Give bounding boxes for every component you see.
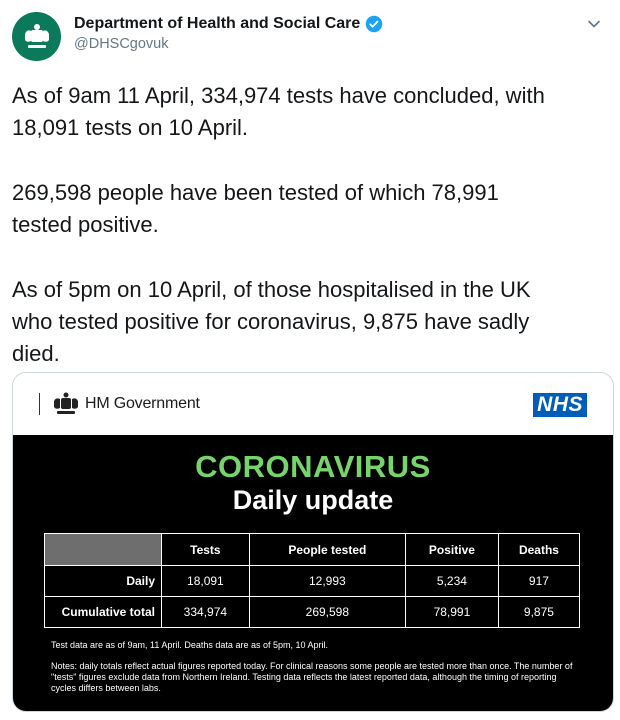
- author-name-text[interactable]: Department of Health and Social Care: [74, 15, 361, 32]
- daily-update-panel: [13, 435, 613, 711]
- column-header-people-tested: People tested: [249, 534, 405, 566]
- image-header: [13, 373, 613, 435]
- tweet-text: [12, 80, 608, 403]
- author-display-name[interactable]: [74, 15, 383, 33]
- media-image[interactable]: [12, 372, 614, 712]
- table-cell: 12,993: [249, 566, 405, 597]
- divider: [39, 393, 40, 415]
- table-cell: 269,598: [249, 597, 405, 628]
- chevron-down-icon[interactable]: [586, 16, 602, 32]
- author-handle[interactable]: @DHSCgovuk: [74, 36, 169, 52]
- table-cell: 917: [498, 566, 579, 597]
- tweet-paragraph: As of 5pm on 10 April, of those hospitalised in the UK who tested positive for coronavirus, 9,875 have sadly died.: [12, 277, 531, 366]
- methodology-note: Notes: daily totals reflect actual figures reported today. For clinical reasons some people are tested more than once. The number of "tests" figures exclude data from Northern Ireland. Testing data reflects the latest reported data, although the timing of reporting cycles differs between labs.: [51, 661, 573, 693]
- table-corner-cell: [45, 534, 162, 566]
- row-label-daily: Daily: [45, 566, 162, 597]
- table-cell: 334,974: [162, 597, 250, 628]
- table-cell: 5,234: [405, 566, 498, 597]
- statistics-table: [44, 533, 580, 628]
- hm-government-label: HM Government: [85, 395, 200, 412]
- daily-update-subtitle: Daily update: [232, 485, 394, 515]
- column-header-tests: Tests: [162, 534, 250, 566]
- table-header-row: [45, 534, 580, 566]
- tweet-header: [12, 12, 608, 62]
- avatar[interactable]: [12, 12, 61, 61]
- table-cell: 78,991: [405, 597, 498, 628]
- column-header-positive: Positive: [405, 534, 498, 566]
- data-timing-note: Test data are as of 9am, 11 April. Deaths data are as of 5pm, 10 April.: [51, 640, 328, 650]
- table-row: [45, 566, 580, 597]
- tweet-paragraph: 269,598 people have been tested of which 78,991 tested positive.: [12, 180, 499, 237]
- row-label-cumulative: Cumulative total: [45, 597, 162, 628]
- royal-crest-icon: [51, 391, 81, 417]
- author-info: [74, 15, 383, 52]
- table-cell: 9,875: [498, 597, 579, 628]
- royal-crest-icon: [20, 20, 54, 54]
- verified-badge-icon: [365, 15, 383, 33]
- tweet-paragraph: As of 9am 11 April, 334,974 tests have concluded, with 18,091 tests on 10 April.: [12, 83, 545, 140]
- table-row: [45, 597, 580, 628]
- nhs-logo: NHS: [533, 393, 587, 417]
- column-header-deaths: Deaths: [498, 534, 579, 566]
- coronavirus-title: CORONAVIRUS: [195, 449, 431, 484]
- table-cell: 18,091: [162, 566, 250, 597]
